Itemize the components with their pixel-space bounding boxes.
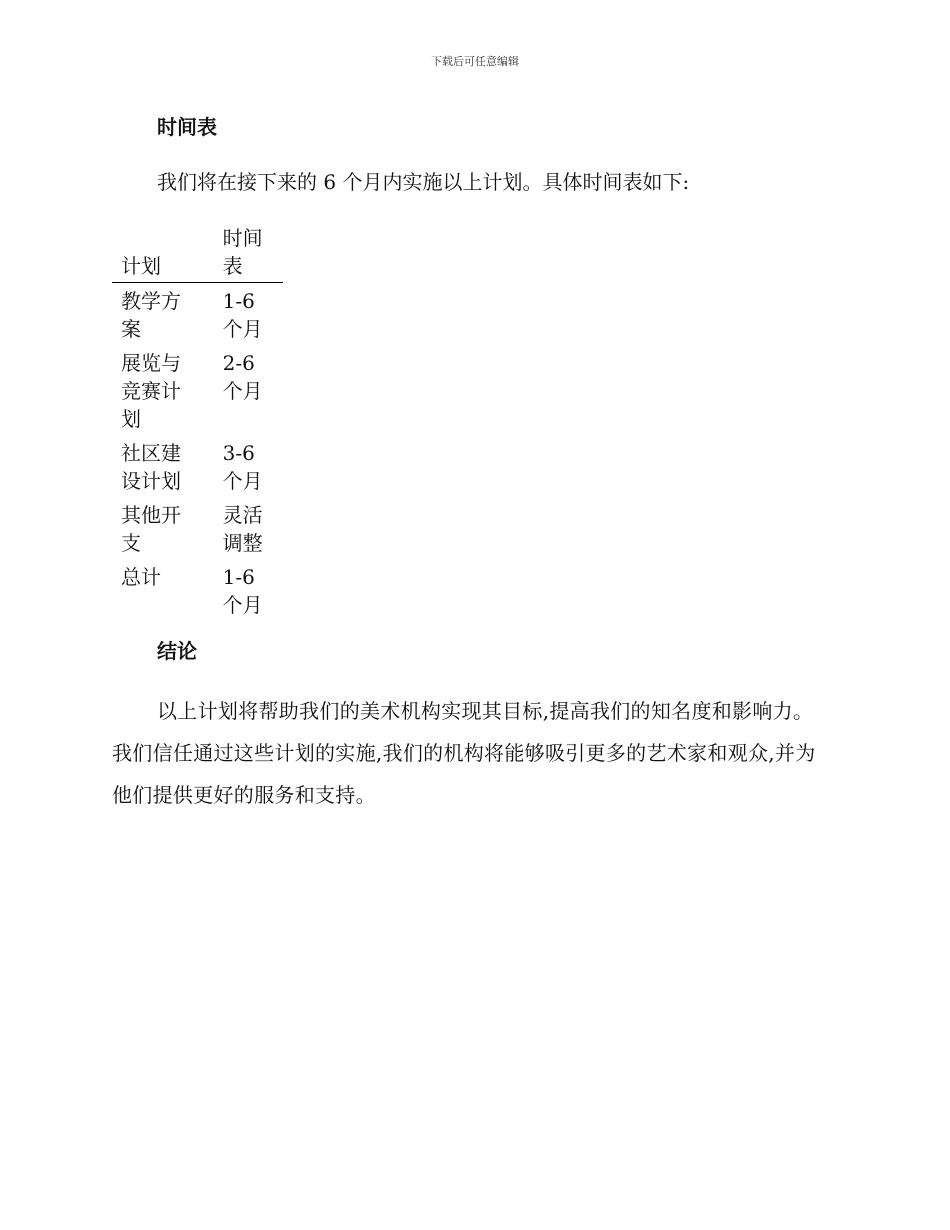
conclusion-heading: 结论 [157, 639, 197, 663]
time-cell [214, 439, 283, 501]
time-cell-text: 2-6 个月 [222, 351, 263, 403]
plan-cell [112, 283, 214, 350]
plan-cell-text: 总计 [121, 565, 161, 589]
table-row [112, 563, 283, 625]
column-header-plan-label: 计划 [121, 254, 161, 278]
time-cell-text: 3-6 个月 [222, 441, 263, 493]
plan-cell-text: 其他开支 [121, 503, 181, 555]
timeline-heading: 时间表 [157, 115, 217, 139]
table-row [112, 349, 283, 439]
column-header-time-label: 时间表 [222, 226, 263, 278]
timeline-intro: 我们将在接下来的 6 个月内实施以上计划。具体时间表如下: [157, 170, 690, 194]
plan-cell-text: 社区建设计划 [121, 441, 181, 493]
table-row [112, 501, 283, 563]
plan-cell [112, 349, 214, 439]
plan-cell-text: 教学方案 [121, 289, 181, 341]
conclusion-paragraph: 以上计划将帮助我们的美术机构实现其目标,提高我们的知名度和影响力。我们信任通过这些计划的实施,我们的机构将能够吸引更多的艺术家和观众,并为他们提供更好的服务和支持。 [112, 699, 816, 807]
column-header-plan [112, 224, 214, 283]
table-row [112, 283, 283, 350]
plan-cell [112, 439, 214, 501]
schedule-table [112, 224, 283, 625]
schedule-table-header-row [112, 224, 283, 283]
time-cell [214, 563, 283, 625]
table-row [112, 439, 283, 501]
time-cell-text: 1-6 个月 [222, 565, 263, 617]
plan-cell [112, 563, 214, 625]
plan-cell-text: 展览与竞赛计划 [121, 351, 181, 431]
plan-cell [112, 501, 214, 563]
page-header: 下载后可任意编辑 [431, 55, 519, 68]
time-cell [214, 501, 283, 563]
time-cell-text: 1-6 个月 [222, 289, 263, 341]
time-cell-text: 灵活调整 [222, 503, 263, 555]
time-cell [214, 349, 283, 439]
time-cell [214, 283, 283, 350]
column-header-time [214, 224, 283, 283]
